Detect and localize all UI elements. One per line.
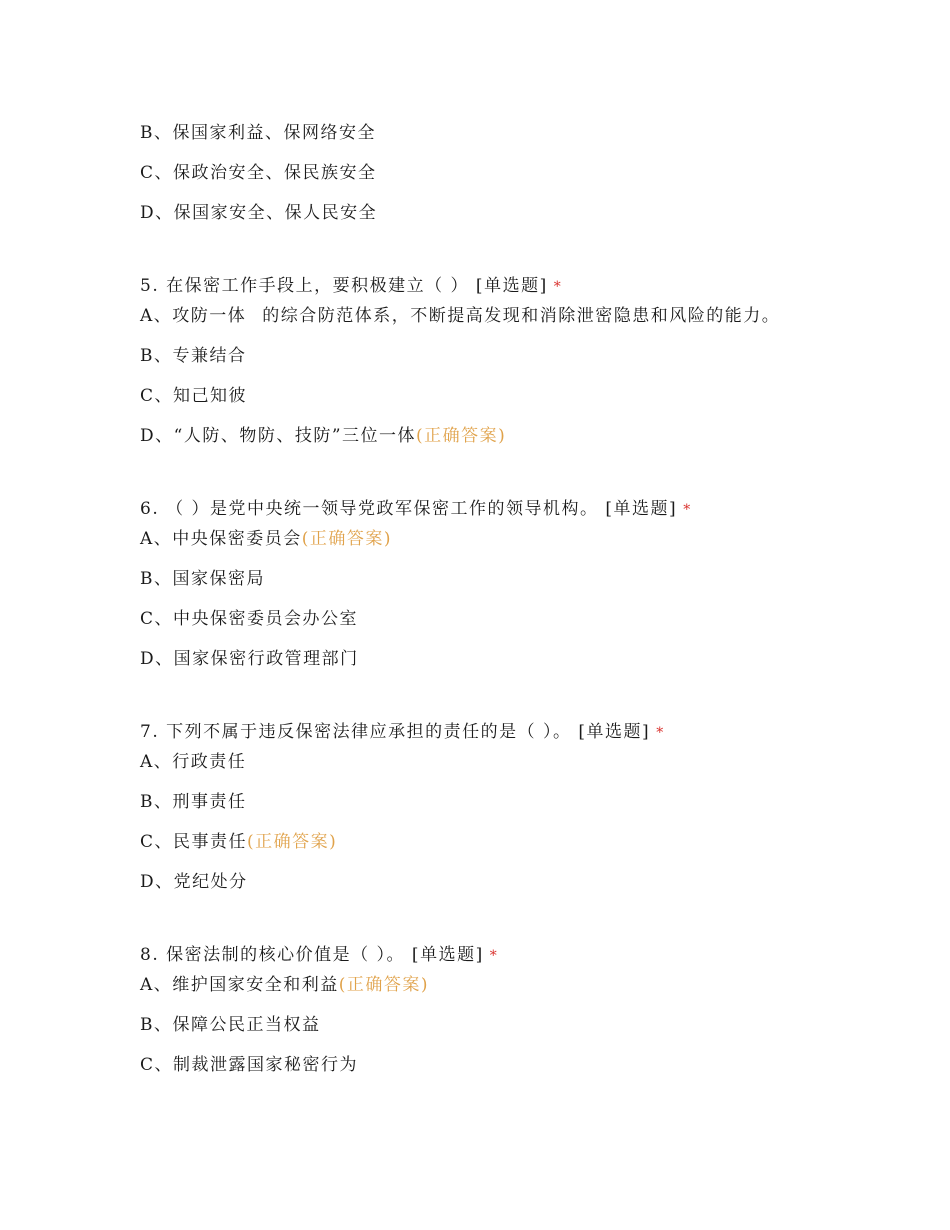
question-6-title: 6. （ ）是党中央统一领导党政军保密工作的领导机构。 [单选题] * (140, 499, 692, 519)
question-7-title: 7. 下列不属于违反保密法律应承担的责任的是（ ）。 [单选题] * (140, 722, 665, 742)
question-5-title: 5. 在保密工作手段上，要积极建立（ ） [单选题] * (140, 276, 563, 296)
question-5 (140, 271, 900, 461)
option-5b: B、专兼结合 (140, 346, 247, 366)
question-7 (140, 717, 900, 907)
option-8c: C、制裁泄露国家秘密行为 (140, 1055, 359, 1075)
option-6b: B、国家保密局 (140, 569, 265, 589)
question-8 (140, 940, 900, 1090)
option-5c: C、知己知彼 (140, 386, 248, 406)
quiz-page (140, 118, 900, 1090)
option-7c: C、民事责任(正确答案) (140, 832, 338, 852)
correct-answer-label: (正确答案) (247, 832, 338, 852)
question-8-title: 8. 保密法制的核心价值是（ ）。 [单选题] * (140, 945, 499, 965)
option-5a: A、攻防一体 的综合防范体系，不断提高发现和消除泄密隐患和风险的能力。 (140, 306, 781, 326)
option-6c: C、中央保密委员会办公室 (140, 609, 359, 629)
option-6a: A、中央保密委员会(正确答案) (140, 529, 393, 549)
option-8b: B、保障公民正当权益 (140, 1015, 321, 1035)
correct-answer-label: (正确答案) (301, 529, 393, 549)
correct-answer-label: (正确答案) (338, 975, 430, 995)
option-7d: D、党纪处分 (140, 872, 248, 892)
option-4b: B、保国家利益、保网络安全 (140, 123, 376, 143)
required-mark: * (656, 725, 665, 741)
option-4c: C、保政治安全、保民族安全 (140, 163, 377, 183)
question-4-options (140, 118, 900, 238)
option-7a: A、行政责任 (140, 752, 247, 772)
option-7b: B、刑事责任 (140, 792, 247, 812)
required-mark: * (683, 502, 692, 518)
correct-answer-label: (正确答案) (416, 426, 507, 446)
option-8a: A、维护国家安全和利益(正确答案) (140, 975, 430, 995)
option-5d: D、“人防、物防、技防”三位一体(正确答案) (140, 426, 507, 446)
required-mark: * (489, 948, 499, 964)
required-mark: * (553, 279, 563, 295)
question-6 (140, 494, 900, 684)
option-4d: D、保国家安全、保人民安全 (140, 203, 378, 223)
option-6d: D、国家保密行政管理部门 (140, 649, 359, 669)
